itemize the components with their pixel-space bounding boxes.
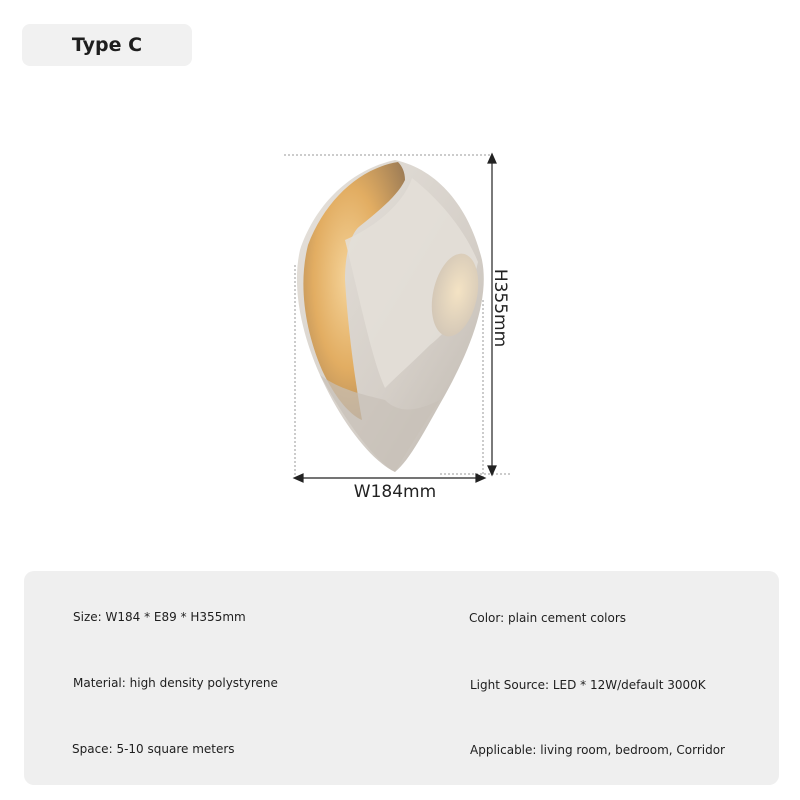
- height-dimension-label: H355mm: [490, 268, 510, 348]
- spec-color-key: Color:: [469, 611, 505, 625]
- type-label: Type C: [71, 34, 143, 56]
- spec-color: [469, 611, 626, 625]
- wall-lamp: [297, 160, 485, 472]
- spec-light-source-value: LED * 12W/default 3000K: [552, 678, 706, 692]
- spec-material-value: high density polystyrene: [129, 676, 278, 690]
- spec-size: [73, 610, 246, 624]
- width-dimension-label: W184mm: [353, 482, 437, 502]
- spec-material-key: Material:: [73, 676, 126, 690]
- spec-color-value: plain cement colors: [508, 611, 627, 625]
- spec-applicable: [470, 743, 725, 757]
- spec-size-key: Size:: [73, 610, 102, 624]
- spec-light-source-key: Light Source:: [470, 678, 550, 692]
- spec-material: [73, 676, 278, 690]
- spec-light-source: [470, 678, 706, 692]
- spec-size-value: W184 * E89 * H355mm: [105, 610, 246, 624]
- spec-space: [72, 742, 235, 756]
- spec-applicable-key: Applicable:: [470, 743, 537, 757]
- width-arrow: [294, 474, 485, 482]
- spec-space-key: Space:: [72, 742, 113, 756]
- spec-applicable-value: living room, bedroom, Corridor: [540, 743, 725, 757]
- spec-space-value: 5-10 square meters: [116, 742, 235, 756]
